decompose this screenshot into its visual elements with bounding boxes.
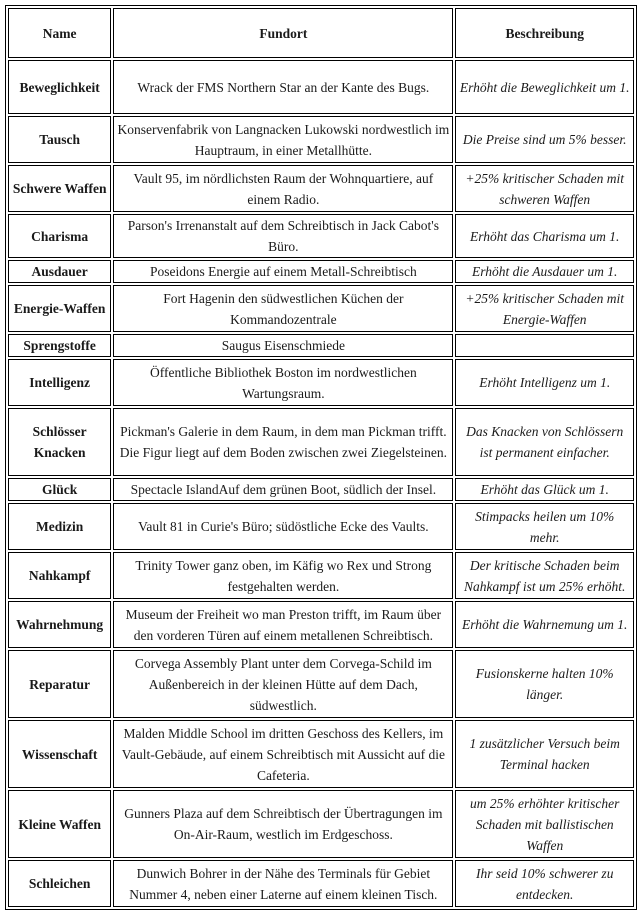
table-row xyxy=(8,860,634,907)
cell-description: +25% kritischer Schaden mit schweren Waffen xyxy=(455,165,634,212)
cell-description: Erhöht das Charisma um 1. xyxy=(455,214,634,258)
cell-description: Fusionskerne halten 10% länger. xyxy=(455,650,634,718)
cell-description: Erhöht das Glück um 1. xyxy=(455,478,634,501)
cell-location: Corvega Assembly Plant unter dem Corvega-Schild im Außenbereich in der kleinen Hütte auf dem Dach, südwestlich. xyxy=(113,650,453,718)
cell-description: Erhöht Intelligenz um 1. xyxy=(455,359,634,406)
table-row xyxy=(8,650,634,718)
cell-location: Malden Middle School im dritten Geschoss des Kellers, im Vault-Gebäude, auf einem Schreibtisch mit Aussicht auf die Cafeteria. xyxy=(113,720,453,788)
cell-description: Ihr seid 10% schwerer zu entdecken. xyxy=(455,860,634,907)
cell-name: Nahkampf xyxy=(8,552,111,599)
table-row xyxy=(8,214,634,258)
table-row xyxy=(8,285,634,332)
cell-name: Beweglichkeit xyxy=(8,60,111,114)
table-row xyxy=(8,60,634,114)
cell-location: Fort Hagenin den südwestlichen Küchen der Kommandozentrale xyxy=(113,285,453,332)
cell-location: Dunwich Bohrer in der Nähe des Terminals für Gebiet Nummer 4, neben einer Laterne auf einem kleinen Tisch. xyxy=(113,860,453,907)
cell-description: Erhöht die Wahrnemung um 1. xyxy=(455,601,634,648)
cell-description: Der kritische Schaden beim Nahkampf ist um 25% erhöht. xyxy=(455,552,634,599)
cell-name: Schlösser Knacken xyxy=(8,408,111,476)
header-row xyxy=(8,8,634,58)
cell-location: Öffentliche Bibliothek Boston im nordwestlichen Wartungsraum. xyxy=(113,359,453,406)
cell-location: Museum der Freiheit wo man Preston trifft, im Raum über den vorderen Türen auf einem metallenen Schreibtisch. xyxy=(113,601,453,648)
cell-name: Intelligenz xyxy=(8,359,111,406)
cell-name: Kleine Waffen xyxy=(8,790,111,858)
cell-name: Schleichen xyxy=(8,860,111,907)
cell-description: Die Preise sind um 5% besser. xyxy=(455,116,634,163)
cell-name: Tausch xyxy=(8,116,111,163)
table-row xyxy=(8,165,634,212)
cell-description: +25% kritischer Schaden mit Energie-Waffen xyxy=(455,285,634,332)
table-row xyxy=(8,503,634,550)
table-row xyxy=(8,359,634,406)
table-row xyxy=(8,601,634,648)
cell-location: Spectacle IslandAuf dem grünen Boot, südlich der Insel. xyxy=(113,478,453,501)
table-row xyxy=(8,408,634,476)
table-row xyxy=(8,334,634,357)
cell-name: Sprengstoffe xyxy=(8,334,111,357)
header-location: Fundort xyxy=(113,8,453,58)
table-row xyxy=(8,260,634,283)
cell-location: Vault 81 in Curie's Büro; südöstliche Ecke des Vaults. xyxy=(113,503,453,550)
cell-description: 1 zusätzlicher Versuch beim Terminal hacken xyxy=(455,720,634,788)
cell-location: Pickman's Galerie in dem Raum, in dem man Pickman trifft. Die Figur liegt auf dem Boden zwischen zwei Ziegelsteinen. xyxy=(113,408,453,476)
cell-location: Gunners Plaza auf dem Schreibtisch der Übertragungen im On-Air-Raum, westlich im Erdgeschoss. xyxy=(113,790,453,858)
cell-name: Energie-Waffen xyxy=(8,285,111,332)
cell-location: Trinity Tower ganz oben, im Käfig wo Rex und Strong festgehalten werden. xyxy=(113,552,453,599)
cell-location: Saugus Eisenschmiede xyxy=(113,334,453,357)
cell-location: Poseidons Energie auf einem Metall-Schreibtisch xyxy=(113,260,453,283)
cell-name: Wahrnehmung xyxy=(8,601,111,648)
cell-description: Stimpacks heilen um 10% mehr. xyxy=(455,503,634,550)
cell-location: Wrack der FMS Northern Star an der Kante des Bugs. xyxy=(113,60,453,114)
cell-location: Konservenfabrik von Langnacken Lukowski nordwestlich im Hauptraum, in einer Metallhütte. xyxy=(113,116,453,163)
header-description: Beschreibung xyxy=(455,8,634,58)
table-row xyxy=(8,552,634,599)
cell-name: Reparatur xyxy=(8,650,111,718)
cell-name: Wissenschaft xyxy=(8,720,111,788)
cell-description xyxy=(455,334,634,357)
table-row xyxy=(8,720,634,788)
table-row xyxy=(8,116,634,163)
cell-description: Das Knacken von Schlössern ist permanent einfacher. xyxy=(455,408,634,476)
cell-description: Erhöht die Ausdauer um 1. xyxy=(455,260,634,283)
table-row xyxy=(8,790,634,858)
header-name: Name xyxy=(8,8,111,58)
cell-name: Ausdauer xyxy=(8,260,111,283)
cell-location: Vault 95, im nördlichsten Raum der Wohnquartiere, auf einem Radio. xyxy=(113,165,453,212)
cell-name: Medizin xyxy=(8,503,111,550)
cell-description: Erhöht die Beweglichkeit um 1. xyxy=(455,60,634,114)
cell-location: Parson's Irrenanstalt auf dem Schreibtisch in Jack Cabot's Büro. xyxy=(113,214,453,258)
cell-name: Glück xyxy=(8,478,111,501)
cell-description: um 25% erhöhter kritischer Schaden mit ballistischen Waffen xyxy=(455,790,634,858)
bobblehead-table xyxy=(5,5,637,910)
cell-name: Charisma xyxy=(8,214,111,258)
cell-name: Schwere Waffen xyxy=(8,165,111,212)
table-row xyxy=(8,478,634,501)
